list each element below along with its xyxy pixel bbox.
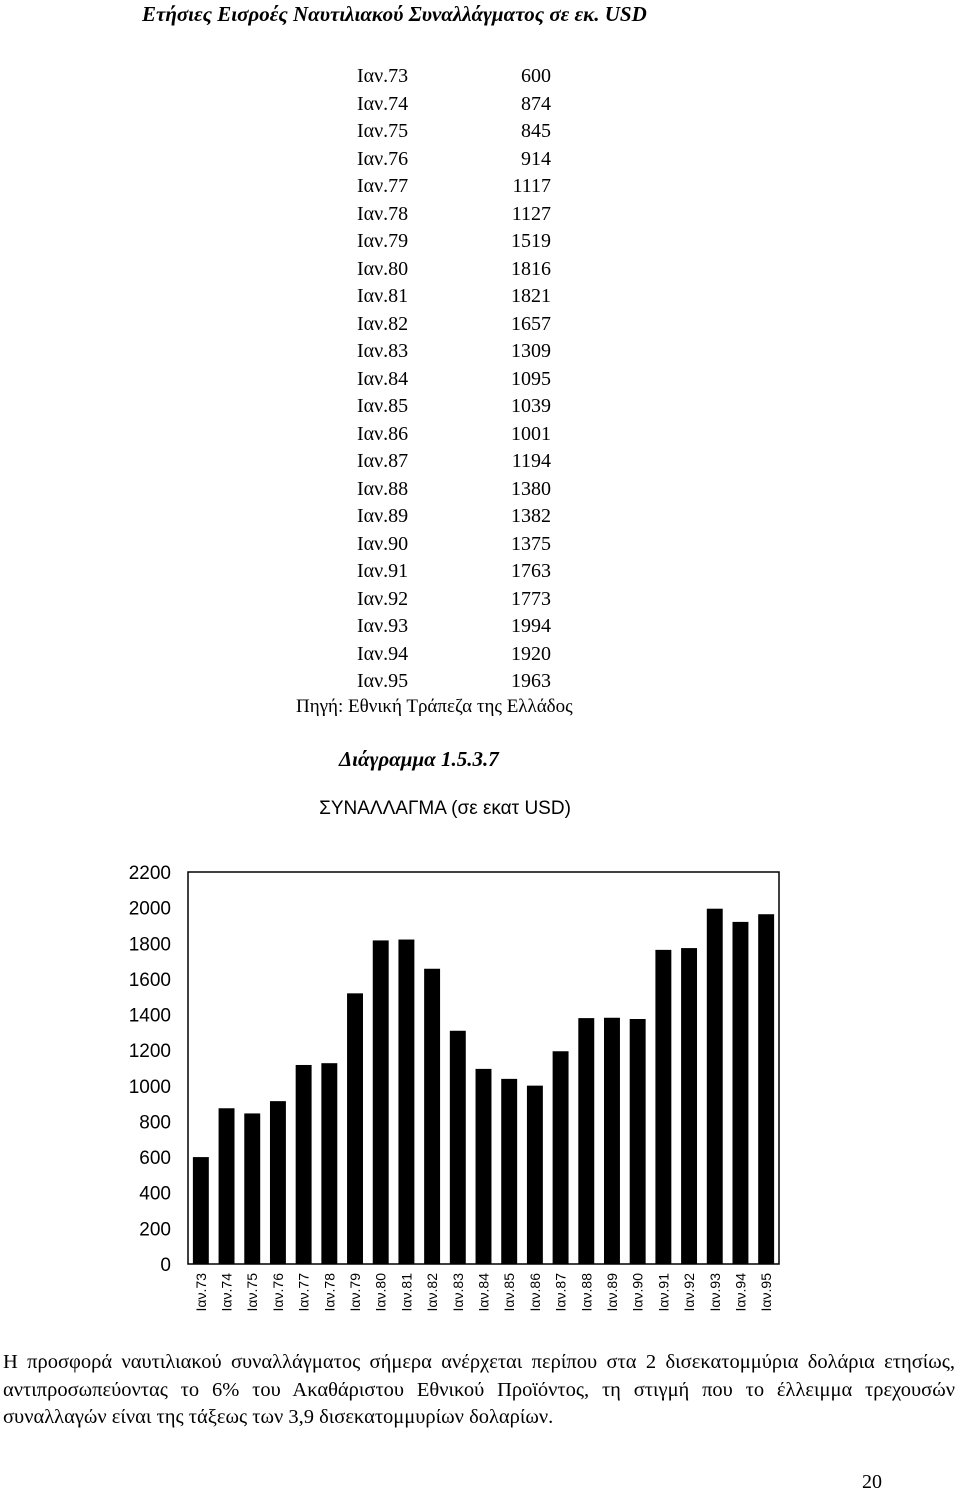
- x-tick-label: Ιαν.74: [218, 1273, 235, 1312]
- table-cell-value: 1039: [511, 395, 551, 417]
- x-tick-label: Ιαν.76: [269, 1273, 286, 1312]
- y-tick-label: 1000: [128, 1076, 171, 1098]
- x-tick-label: Ιαν.82: [424, 1273, 441, 1312]
- table-cell-value: 874: [521, 92, 551, 115]
- bar: [681, 948, 697, 1264]
- table-row: [345, 91, 565, 119]
- bar: [655, 950, 671, 1264]
- table-cell-value: 1920: [511, 642, 551, 665]
- table-cell-value: 1519: [511, 230, 551, 252]
- table-row: [345, 393, 565, 421]
- table-cell-value: 1657: [511, 312, 551, 335]
- table-row: [345, 118, 565, 146]
- table-cell-date: Ιαν.84: [357, 367, 409, 390]
- table-cell-value: 1127: [511, 202, 551, 225]
- bar: [321, 1063, 337, 1264]
- x-tick-label: Ιαν.75: [244, 1273, 261, 1312]
- table-row: [345, 173, 565, 201]
- diagram-title: Διάγραμμα 1.5.3.7: [339, 747, 499, 771]
- x-tick-label: Ιαν.93: [706, 1273, 723, 1312]
- x-tick-label: Ιαν.89: [603, 1273, 620, 1312]
- y-tick-label: 1200: [128, 1041, 171, 1063]
- bar: [450, 1031, 466, 1264]
- bar: [707, 909, 723, 1264]
- y-tick-label: 2000: [128, 898, 171, 920]
- table-cell-date: Ιαν.90: [357, 532, 409, 555]
- table-row: [345, 613, 565, 641]
- x-tick-label: Ιαν.88: [578, 1273, 595, 1312]
- x-tick-label: Ιαν.78: [321, 1273, 338, 1312]
- table-cell-date: Ιαν.85: [357, 395, 409, 417]
- y-tick-label: 800: [139, 1112, 171, 1134]
- bar: [193, 1157, 209, 1264]
- y-tick-label: 0: [160, 1255, 171, 1276]
- bar: [553, 1051, 569, 1264]
- page-number: 20: [862, 1471, 882, 1493]
- table-cell-date: Ιαν.80: [357, 257, 409, 280]
- bar: [604, 1018, 620, 1264]
- y-tick-label: 1600: [128, 969, 171, 991]
- table-cell-date: Ιαν.86: [357, 422, 409, 445]
- y-tick-label: 1400: [128, 1005, 171, 1027]
- table-row: [345, 668, 565, 696]
- table-cell-date: Ιαν.83: [357, 340, 409, 362]
- x-tick-label: Ιαν.79: [347, 1273, 364, 1312]
- table-cell-value: 1095: [511, 367, 551, 390]
- data-table: [345, 63, 565, 696]
- bar: [630, 1019, 646, 1264]
- table-row: [345, 503, 565, 531]
- table-row: [345, 476, 565, 504]
- x-tick-label: Ιαν.73: [192, 1273, 209, 1312]
- table-row: [345, 201, 565, 229]
- x-tick-label: Ιαν.85: [501, 1273, 518, 1312]
- bar: [424, 969, 440, 1264]
- chart-title: ΣΥΝΑΛΛΑΓΜΑ (σε εκατ USD): [319, 798, 571, 819]
- bar: [476, 1069, 492, 1264]
- y-tick-label: 400: [139, 1183, 171, 1205]
- y-tick-label: 1800: [128, 934, 171, 956]
- table-row: [345, 531, 565, 559]
- x-axis-labels: [193, 1273, 774, 1312]
- table-row: [345, 586, 565, 614]
- table-cell-date: Ιαν.88: [357, 477, 409, 500]
- x-tick-label: Ιαν.80: [372, 1273, 389, 1312]
- table-cell-value: 1380: [511, 477, 551, 500]
- table-row: [345, 311, 565, 339]
- table-row: [345, 283, 565, 311]
- y-tick-label: 200: [139, 1219, 171, 1241]
- x-tick-label: Ιαν.94: [732, 1273, 749, 1312]
- table-cell-date: Ιαν.82: [357, 312, 409, 335]
- table-cell-date: Ιαν.74: [357, 92, 409, 115]
- x-tick-label: Ιαν.92: [681, 1273, 698, 1312]
- table-row: [345, 228, 565, 256]
- table-cell-value: 1117: [512, 175, 551, 197]
- bar: [270, 1101, 286, 1264]
- table-cell-date: Ιαν.75: [357, 120, 409, 142]
- y-axis-ticks: [129, 863, 171, 1276]
- table-cell-date: Ιαν.92: [357, 587, 409, 610]
- bar: [527, 1086, 543, 1264]
- page-heading: Ετήσιες Εισροές Ναυτιλιακού Συναλλάγματος σε εκ. USD: [142, 2, 647, 26]
- table-row: [345, 448, 565, 476]
- table-cell-value: 1994: [511, 615, 551, 637]
- table-cell-date: Ιαν.95: [357, 670, 409, 692]
- bar-chart: [0, 780, 960, 1340]
- table-row: [345, 641, 565, 669]
- table-row: [345, 146, 565, 174]
- table-cell-date: Ιαν.77: [357, 175, 409, 197]
- bar: [398, 940, 414, 1264]
- table-cell-value: 600: [521, 65, 551, 87]
- table-cell-date: Ιαν.73: [357, 65, 409, 87]
- table-row: [345, 338, 565, 366]
- table-cell-date: Ιαν.94: [357, 642, 409, 665]
- table-cell-value: 1309: [511, 340, 551, 362]
- table-cell-date: Ιαν.79: [357, 230, 409, 252]
- table-cell-value: 1773: [511, 587, 551, 610]
- table-cell-date: Ιαν.91: [357, 560, 409, 582]
- x-tick-label: Ιαν.95: [758, 1273, 775, 1312]
- table-cell-value: 1194: [511, 450, 551, 472]
- table-cell-value: 845: [521, 120, 551, 142]
- table-row: [345, 63, 565, 91]
- table-row: [345, 421, 565, 449]
- table-cell-date: Ιαν.89: [357, 505, 409, 527]
- x-tick-label: Ιαν.81: [398, 1273, 415, 1312]
- table-cell-value: 1382: [511, 505, 551, 527]
- table-cell-value: 1375: [511, 532, 551, 555]
- x-tick-label: Ιαν.84: [475, 1273, 492, 1312]
- x-tick-label: Ιαν.91: [655, 1273, 672, 1312]
- bar: [758, 914, 774, 1264]
- y-tick-label: 2200: [128, 863, 171, 884]
- chart-bars: [193, 909, 774, 1264]
- bar: [732, 922, 748, 1264]
- x-tick-label: Ιαν.86: [526, 1273, 543, 1312]
- table-cell-value: 1001: [511, 422, 551, 445]
- bar: [296, 1065, 312, 1264]
- y-tick-label: 600: [139, 1148, 171, 1170]
- bar: [219, 1108, 235, 1264]
- table-cell-value: 1963: [511, 670, 551, 692]
- x-tick-label: Ιαν.77: [295, 1273, 312, 1312]
- table-cell-date: Ιαν.87: [357, 450, 409, 472]
- table-row: [345, 256, 565, 284]
- table-row: [345, 558, 565, 586]
- bar: [347, 993, 363, 1264]
- table-row: [345, 366, 565, 394]
- table-cell-date: Ιαν.93: [357, 615, 409, 637]
- data-table-body: [345, 63, 565, 696]
- source-note: Πηγή: Εθνική Τράπεζα της Ελλάδος: [296, 696, 573, 717]
- bar: [501, 1079, 517, 1264]
- table-cell-date: Ιαν.76: [357, 147, 409, 170]
- table-cell-value: 1816: [511, 257, 551, 280]
- table-cell-date: Ιαν.78: [357, 202, 409, 225]
- body-paragraph: Η προσφορά ναυτιλιακού συναλλάγματος σήμερα ανέρχεται περίπου στα 2 δισεκατομμύρια δολάρια ετησίως, αντιπροσωπεύοντας το 6% του Ακαθάριστου Εθνικού Προϊόντος, τη στιγμή που το έλλειμμα τρεχουσών συναλλαγών είναι της τάξεως των 3,9 δισεκατομμυρίων δολαρίων.: [3, 1351, 955, 1428]
- table-cell-value: 1763: [511, 560, 551, 582]
- table-cell-value: 914: [521, 147, 551, 170]
- bar: [373, 940, 389, 1264]
- x-tick-label: Ιαν.87: [552, 1273, 569, 1312]
- bar: [244, 1113, 260, 1264]
- table-cell-value: 1821: [511, 285, 551, 307]
- x-tick-label: Ιαν.90: [629, 1273, 646, 1312]
- x-tick-label: Ιαν.83: [449, 1273, 466, 1312]
- table-cell-date: Ιαν.81: [357, 285, 409, 307]
- bar: [578, 1018, 594, 1264]
